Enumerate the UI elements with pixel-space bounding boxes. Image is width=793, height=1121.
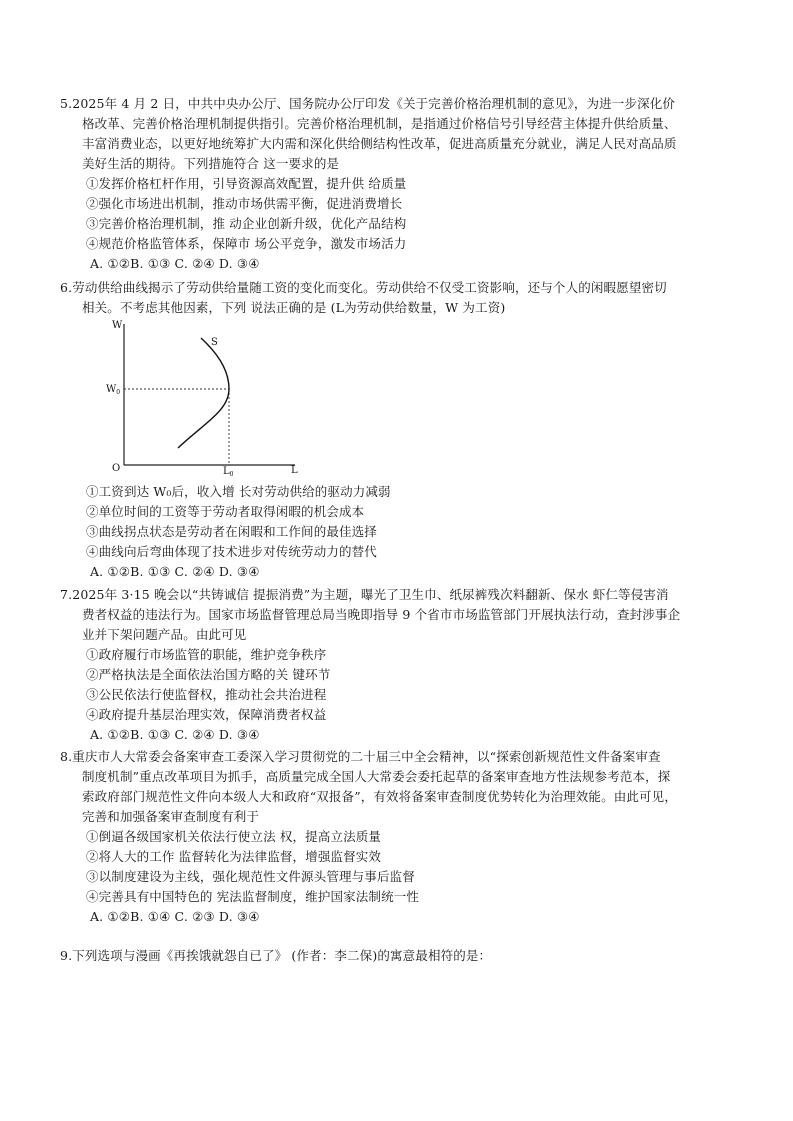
question-5-stem-line-2: 格改革、完善价格治理机制提供指引。完善价格治理机制，是指通过价格信号引导经营主体提升供给质量、 — [82, 116, 677, 131]
supply-curve-s — [178, 338, 229, 448]
question-7-option-2: ②严格执法是全面依法治国方略的关 键环节 — [86, 667, 331, 682]
labor-supply-graph — [105, 316, 305, 481]
question-6 — [60, 278, 728, 318]
question-6-option-1: ①工资到达 W₀后，收入增 长对劳动供给的驱动力减弱 — [86, 484, 391, 499]
question-5-option-2: ②强化市场进出机制，推动市场供需平衡，促进消费增长 — [86, 196, 403, 211]
question-6-answer-choices: A. ①②B. ①③ C. ②④ D. ③④ — [90, 564, 260, 579]
question-5-answer-choices: A. ①②B. ①③ C. ②④ D. ③④ — [90, 256, 260, 271]
question-9-stem: 9.下列选项与漫画《再挨饿就怨自已了》 (作者：李二保)的寓意最相符的是： — [60, 948, 492, 963]
question-6-option-2: ②单位时间的工资等于劳动者取得闲暇的机会成本 — [86, 504, 365, 519]
question-6-stem-line-1: 6.劳动供给曲线揭示了劳动供给量随工资的变化而变化。劳动供给不仅受工资影响，还与个人的闲暇愿望密切 — [60, 280, 667, 295]
question-8-stem-line-4: 完善和加强备案审查制度有利于 — [82, 809, 260, 824]
question-7-option-3: ③公民依法行使监督权，推动社会共治进程 — [86, 687, 327, 702]
question-8-option-2: ②将人大的工作 监督转化为法律监督，增强监督实效 — [86, 849, 382, 864]
w0-label: $W_0$ — [106, 384, 121, 396]
question-8-answer-choices: A. ①②B. ①④ C. ②③ D. ③④ — [90, 909, 260, 924]
curve-label-s: S — [211, 337, 218, 348]
origin-label: O — [112, 463, 121, 474]
question-7-stem-line-1: 7.2025年 3·15 晚会以“共铸诚信 提振消费”为主题，曝光了卫生巾、纸尿裤残次料翻新、保水 虾仁等侵害消 — [60, 587, 669, 602]
question-7-stem-line-2: 费者权益的违法行为。国家市场监督管理总局当晚即指导 9 个省市市场监管部门开展执法行动，查封涉事企 — [82, 607, 681, 622]
l-axis-label: L — [291, 465, 298, 476]
question-5-stem-line-4: 美好生活的期待。下列措施符合 这一要求的是 — [82, 156, 340, 171]
l0-label: $L_0$ — [223, 466, 234, 478]
question-5-option-3: ③完善价格治理机制，推 动企业创新升级，优化产品结构 — [86, 216, 407, 231]
question-6-option-4: ④曲线向后弯曲体现了技术进步对传统劳动力的替代 — [86, 544, 377, 559]
question-6-option-3: ③曲线拐点状态是劳动者在闲暇和工作间的最佳选择 — [86, 524, 377, 539]
question-8-option-1: ①倒逼各级国家机关依法行使立法 权，提高立法质量 — [86, 829, 382, 844]
question-8-stem-line-3: 索政府部门规范性文件向本级人大和政府“双报备”，有效将备案审查制度优势转化为治理效能。由此可见， — [82, 789, 677, 804]
question-5-option-4: ④规范价格监管体系，保障市 场公平竞争，激发市场活力 — [86, 236, 407, 251]
question-8-stem-line-2: 制度机制”重点改革项目为抓手，高质量完成全国人大常委会委托起草的备案审查地方性法规参考范本，探 — [82, 769, 671, 784]
question-7-stem-line-3: 业并下架问题产品。由此可见 — [82, 627, 247, 642]
question-9 — [60, 946, 728, 966]
question-8-option-3: ③以制度建设为主线，强化规范性文件源头管理与事后监督 — [86, 869, 415, 884]
question-5-stem-line-3: 丰富消费业态，以更好地统筹扩大内需和深化供给侧结构性改革，促进高质量充分就业，满足人民对高品质 — [82, 136, 677, 151]
question-5-option-1: ①发挥价格杠杆作用，引导资源高效配置，提升供 给质量 — [86, 176, 407, 191]
question-6-stem-line-2: 相关。不考虑其他因素，下列 说法正确的是 (L为劳动供给数量，W 为工资) — [82, 300, 506, 315]
question-7-option-4: ④政府提升基层治理实效，保障消费者权益 — [86, 707, 327, 722]
question-8-option-4: ④完善具有中国特色的 宪法监督制度，维护国家法制统一性 — [86, 889, 420, 904]
question-7-option-1: ①政府履行市场监管的职能，维护竞争秩序 — [86, 647, 327, 662]
question-5 — [60, 94, 728, 274]
question-8-stem-line-1: 8.重庆市人大常委会备案审查工委深入学习贯彻党的二十届三中全会精神，以“探索创新规范性文件备案审查 — [60, 749, 661, 764]
question-7-answer-choices: A. ①②B. ①③ C. ②④ D. ③④ — [90, 727, 260, 742]
w-axis-label: W — [112, 320, 123, 331]
question-7 — [60, 585, 728, 745]
question-8 — [60, 747, 728, 927]
question-5-stem-line-1: 5.2025年 4 月 2 日，中共中央办公厅、国务院办公厅印发《关于完善价格治理机制的意见》，为进一步深化价 — [60, 96, 676, 111]
question-6-choices — [68, 482, 728, 582]
